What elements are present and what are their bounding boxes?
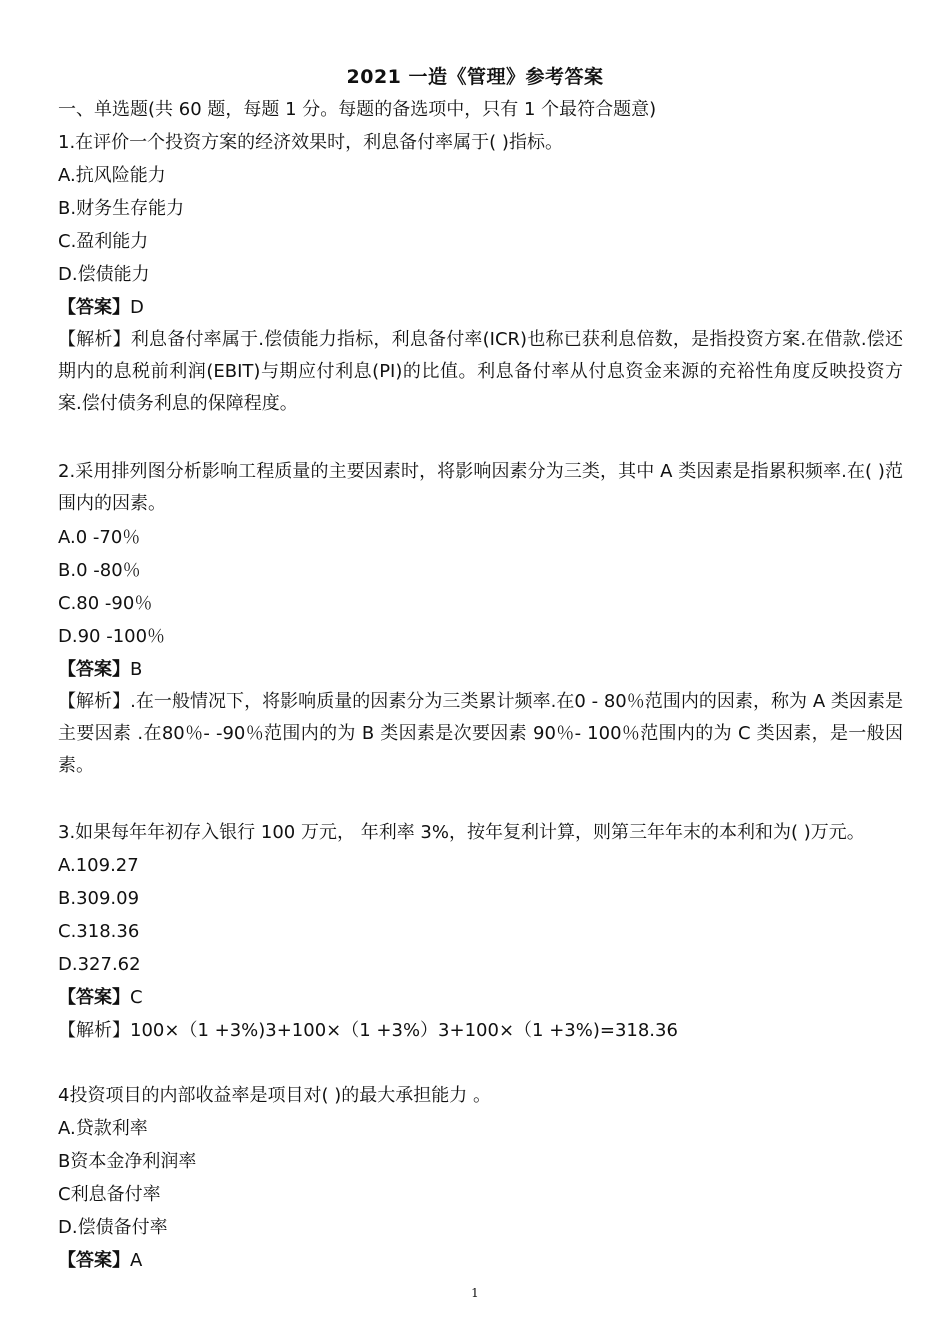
analysis-text: 100×（1 +3%)3+100×（1 +3%）3+100×（1 +3%)=318.36 — [130, 1020, 678, 1041]
question-3-option-b: B.309.09 — [58, 888, 140, 909]
section-heading: 一、单选题(共 60 题，每题 1 分。每题的备选项中，只有 1 个最符合题意) — [58, 99, 657, 120]
question-1-answer — [58, 296, 144, 320]
answer-label: 【答案】 — [58, 1250, 130, 1271]
question-4-option-c: C利息备付率 — [58, 1184, 161, 1205]
answer-label: 【答案】 — [58, 297, 130, 318]
question-4-option-d: D.偿债备付率 — [58, 1217, 168, 1238]
answer-value: A — [130, 1250, 143, 1271]
question-3-answer — [58, 986, 143, 1010]
question-4-answer — [58, 1249, 142, 1273]
question-1-option-d: D.偿债能力 — [58, 264, 150, 285]
analysis-label: 【解析】 — [58, 329, 131, 350]
question-1-stem: 1.在评价一个投资方案的经济效果时，利息备付率属于( )指标。 — [58, 132, 563, 153]
answer-label: 【答案】 — [58, 659, 130, 680]
answer-value: B — [130, 659, 143, 680]
question-2-answer — [58, 658, 142, 682]
analysis-text: .在一般情况下，将影响质量的因素分为三类累计频率.在0 - 80％范围内的因素，称为 A 类因素是主要因素 .在80％- -90％范围内的为 B 类因素是次要因素 90％- 100％范围内的为 C 类因素，是一般因素。 — [58, 691, 903, 776]
document-title: 2021 一造《管理》参考答案 — [346, 66, 604, 88]
question-1-option-b: B.财务生存能力 — [58, 198, 185, 219]
question-2-option-d: D.90 -100％ — [58, 626, 166, 647]
question-1-option-c: C.盈利能力 — [58, 231, 149, 252]
analysis-label: 【解析】 — [58, 1020, 130, 1041]
question-3-stem: 3.如果每年年初存入银行 100 万元， 年利率 3%，按年复利计算，则第三年年末的本利和为( )万元。 — [58, 822, 865, 843]
question-2-option-a: A.0 -70％ — [58, 527, 141, 548]
question-1-option-a: A.抗风险能力 — [58, 165, 166, 186]
question-3-option-a: A.109.27 — [58, 855, 139, 876]
page-number: 1 — [471, 1286, 479, 1300]
answer-value: C — [130, 987, 143, 1008]
question-4-option-b: B资本金净利润率 — [58, 1151, 197, 1172]
question-4-stem: 4投资项目的内部收益率是项目对( )的最大承担能力 。 — [58, 1085, 491, 1106]
answer-label: 【答案】 — [58, 987, 130, 1008]
analysis-text: 利息备付率属于.偿债能力指标，利息备付率(ICR)也称已获利息倍数，是指投资方案.在借款.偿还期内的息税前利润(EBIT)与期应付利息(PI)的比值。利息备付率从付息资金来源的充裕性角度反映投资方案.偿付债务利息的保障程度。 — [58, 329, 904, 414]
answer-value: D — [130, 297, 144, 318]
question-3-option-c: C.318.36 — [58, 921, 140, 942]
question-2-stem: 2.采用排列图分析影响工程质量的主要因素时，将影响因素分为三类，其中 A 类因素是指累积频率.在( )范围内的因素。 — [58, 461, 903, 514]
question-2-analysis — [58, 686, 903, 782]
question-2-option-b: B.0 -80％ — [58, 560, 141, 581]
question-3-analysis — [58, 1019, 678, 1043]
analysis-label: 【解析】 — [58, 691, 131, 712]
question-4-option-a: A.贷款利率 — [58, 1118, 148, 1139]
question-3-option-d: D.327.62 — [58, 954, 141, 975]
question-2-option-c: C.80 -90％ — [58, 593, 153, 614]
question-1-analysis — [58, 324, 903, 420]
